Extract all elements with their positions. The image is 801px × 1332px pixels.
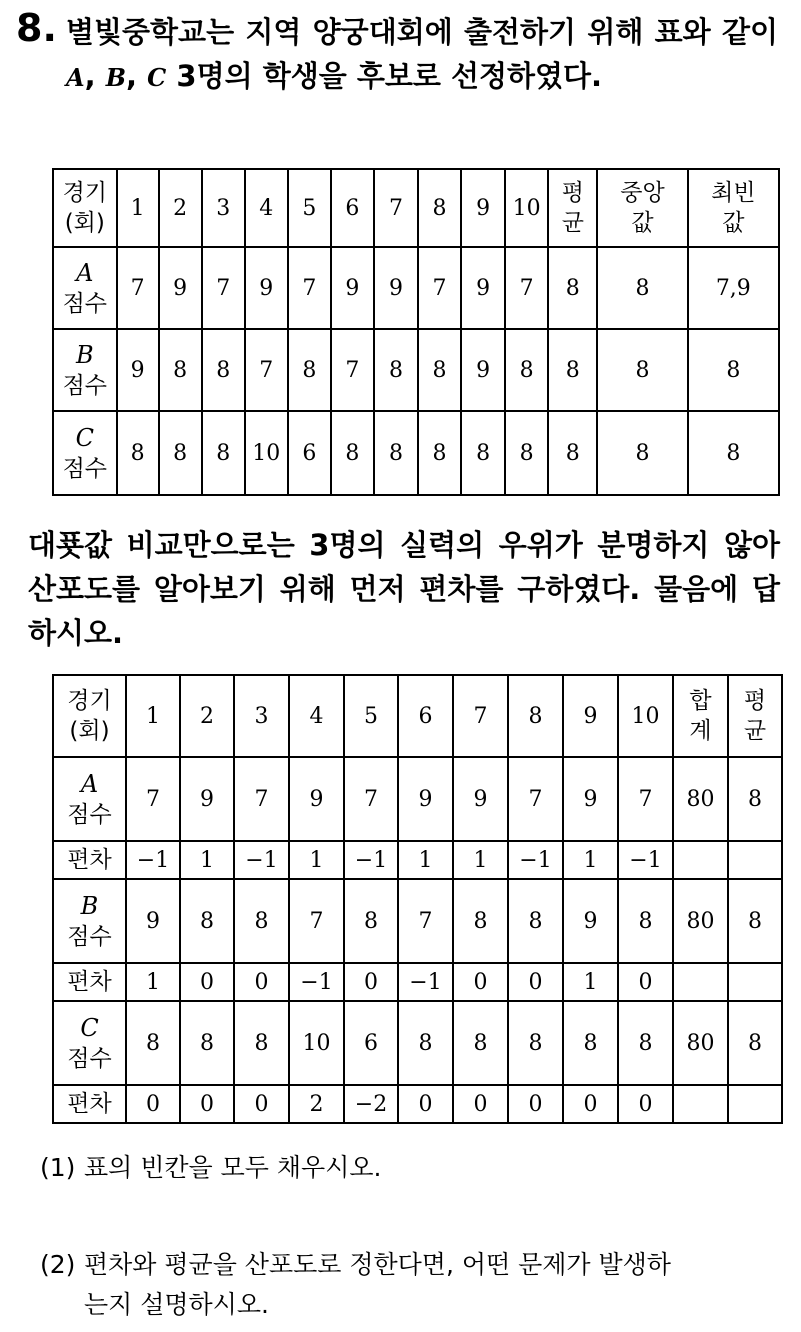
deviation-cell: 0 (126, 1085, 180, 1123)
score-cell: 8 (618, 1001, 673, 1085)
deviation-cell: −1 (234, 841, 289, 879)
deviation-cell: −2 (344, 1085, 398, 1123)
game-number: 4 (245, 169, 288, 247)
score-cell: 8 (374, 329, 418, 411)
question-text: 표의 빈칸을 모두 채우시오. (84, 1153, 382, 1182)
table2-row-b-deviation (53, 963, 782, 1001)
instruction-text: 대푯값 비교만으로는 3명의 실력의 우위가 분명하지 않아 산포도를 알아보기 위해 먼저 편차를 구하였다. 물음에 답하시오. (28, 528, 780, 650)
mean-cell: 8 (728, 879, 782, 963)
score-cell: 7 (418, 247, 461, 329)
table2-row-b-score (53, 879, 782, 963)
deviation-cell: 0 (398, 1085, 453, 1123)
deviation-cell: 0 (508, 1085, 563, 1123)
score-cell: 8 (505, 329, 548, 411)
deviation-cell: 0 (453, 963, 508, 1001)
score-cell: 8 (180, 1001, 234, 1085)
deviation-cell: 0 (563, 1085, 618, 1123)
deviation-cell: −1 (398, 963, 453, 1001)
table2-row-c-deviation (53, 1085, 782, 1123)
score-cell: 7 (398, 879, 453, 963)
representative-values-table (52, 168, 780, 496)
score-cell: 8 (117, 411, 159, 495)
score-cell: 8 (563, 1001, 618, 1085)
deviation-label-cell: 편차 (53, 963, 126, 1001)
deviation-cell: 0 (234, 1085, 289, 1123)
game-header-cell: 경기 (회) (53, 675, 126, 757)
deviation-cell: 0 (180, 963, 234, 1001)
mean-blank-cell (728, 1085, 782, 1123)
score-cell: 9 (461, 247, 505, 329)
score-cell: 8 (202, 329, 245, 411)
deviation-label-cell: 편차 (53, 1085, 126, 1123)
deviation-cell: 2 (289, 1085, 344, 1123)
median-cell: 8 (597, 411, 687, 495)
score-cell: 10 (289, 1001, 344, 1085)
mean-cell: 8 (548, 329, 597, 411)
mode-cell: 8 (688, 411, 779, 495)
student-label-cell: C 점수 (53, 1001, 126, 1085)
score-cell: 9 (289, 757, 344, 841)
deviation-cell: 1 (126, 963, 180, 1001)
score-cell: 9 (331, 247, 374, 329)
question-2 (40, 1245, 780, 1325)
game-number: 6 (331, 169, 374, 247)
score-cell: 7 (288, 247, 331, 329)
mode-cell: 7,9 (688, 247, 779, 329)
game-number: 7 (453, 675, 508, 757)
mean-blank-cell (728, 841, 782, 879)
deviation-cell: 0 (234, 963, 289, 1001)
table1-header-row (53, 169, 779, 247)
deviation-cell: 1 (289, 841, 344, 879)
deviation-cell: −1 (126, 841, 180, 879)
score-cell: 10 (245, 411, 288, 495)
problem-number: 8. (16, 6, 57, 50)
score-cell: 9 (126, 879, 180, 963)
score-cell: 8 (505, 411, 548, 495)
game-number: 10 (618, 675, 673, 757)
score-cell: 7 (126, 757, 180, 841)
score-cell: 8 (618, 879, 673, 963)
score-cell: 6 (288, 411, 331, 495)
game-number: 4 (289, 675, 344, 757)
score-cell: 8 (461, 411, 505, 495)
question-label: (1) (40, 1153, 76, 1182)
sum-cell: 80 (673, 879, 728, 963)
table2-row-a-score (53, 757, 782, 841)
deviation-cell: 0 (180, 1085, 234, 1123)
score-cell: 9 (563, 757, 618, 841)
game-number: 9 (563, 675, 618, 757)
game-number: 8 (508, 675, 563, 757)
game-number: 5 (288, 169, 331, 247)
deviation-cell: 1 (180, 841, 234, 879)
deviation-cell: 1 (453, 841, 508, 879)
game-number: 7 (374, 169, 418, 247)
mean-cell: 8 (728, 1001, 782, 1085)
score-cell: 8 (234, 1001, 289, 1085)
sum-cell: 80 (673, 1001, 728, 1085)
table2-header-row (53, 675, 782, 757)
mean-cell: 8 (548, 247, 597, 329)
median-header: 중앙 값 (597, 169, 687, 247)
score-cell: 7 (117, 247, 159, 329)
table1-row-c (53, 411, 779, 495)
score-cell: 8 (418, 411, 461, 495)
score-cell: 8 (126, 1001, 180, 1085)
median-cell: 8 (597, 247, 687, 329)
mean-header: 평 균 (548, 169, 597, 247)
score-cell: 8 (398, 1001, 453, 1085)
question-text-continued: 는지 설명하시오. (84, 1290, 269, 1319)
score-cell: 9 (563, 879, 618, 963)
deviation-cell: 0 (508, 963, 563, 1001)
score-cell: 9 (374, 247, 418, 329)
mean-cell: 8 (548, 411, 597, 495)
score-cell: 7 (245, 329, 288, 411)
student-label-cell: A 점수 (53, 247, 117, 329)
score-cell: 8 (374, 411, 418, 495)
question-1 (40, 1148, 780, 1188)
question-label: (2) (40, 1250, 76, 1279)
table2-row-a-deviation (53, 841, 782, 879)
deviation-cell: 1 (563, 841, 618, 879)
student-label-cell: C 점수 (53, 411, 117, 495)
score-cell: 9 (159, 247, 202, 329)
score-cell: 8 (508, 1001, 563, 1085)
deviation-cell: 1 (563, 963, 618, 1001)
deviation-cell: −1 (344, 841, 398, 879)
score-cell: 8 (331, 411, 374, 495)
score-cell: 9 (245, 247, 288, 329)
deviation-cell: 1 (398, 841, 453, 879)
game-number: 6 (398, 675, 453, 757)
score-cell: 9 (398, 757, 453, 841)
deviation-table (52, 674, 783, 1124)
deviation-label-cell: 편차 (53, 841, 126, 879)
mode-cell: 8 (688, 329, 779, 411)
score-cell: 8 (453, 1001, 508, 1085)
deviation-cell: 0 (618, 963, 673, 1001)
game-number: 10 (505, 169, 548, 247)
score-cell: 6 (344, 1001, 398, 1085)
game-header-cell: 경기 (회) (53, 169, 117, 247)
table1-row-b (53, 329, 779, 411)
score-cell: 7 (289, 879, 344, 963)
student-label-cell: B 점수 (53, 879, 126, 963)
score-cell: 8 (202, 411, 245, 495)
sum-header: 합 계 (673, 675, 728, 757)
score-cell: 7 (618, 757, 673, 841)
game-number: 2 (159, 169, 202, 247)
score-cell: 7 (344, 757, 398, 841)
sum-cell: 80 (673, 757, 728, 841)
sum-blank-cell (673, 841, 728, 879)
game-number: 2 (180, 675, 234, 757)
score-cell: 9 (180, 757, 234, 841)
score-cell: 9 (453, 757, 508, 841)
table1-row-a (53, 247, 779, 329)
deviation-cell: −1 (508, 841, 563, 879)
game-number: 1 (117, 169, 159, 247)
game-number: 1 (126, 675, 180, 757)
sum-blank-cell (673, 1085, 728, 1123)
score-cell: 7 (508, 757, 563, 841)
score-cell: 7 (331, 329, 374, 411)
sum-blank-cell (673, 963, 728, 1001)
deviation-cell: 0 (344, 963, 398, 1001)
deviation-cell: 0 (453, 1085, 508, 1123)
game-number: 8 (418, 169, 461, 247)
student-label-cell: A 점수 (53, 757, 126, 841)
score-cell: 8 (180, 879, 234, 963)
mean-blank-cell (728, 963, 782, 1001)
game-number: 9 (461, 169, 505, 247)
mean-header: 평 균 (728, 675, 782, 757)
deviation-cell: −1 (289, 963, 344, 1001)
score-cell: 7 (505, 247, 548, 329)
game-number: 5 (344, 675, 398, 757)
question-text: 편차와 평균을 산포도로 정한다면, 어떤 문제가 발생하 (84, 1250, 671, 1279)
median-cell: 8 (597, 329, 687, 411)
score-cell: 8 (288, 329, 331, 411)
score-cell: 8 (159, 411, 202, 495)
table2-row-c-score (53, 1001, 782, 1085)
mean-cell: 8 (728, 757, 782, 841)
game-number: 3 (202, 169, 245, 247)
score-cell: 8 (234, 879, 289, 963)
mode-header: 최빈 값 (688, 169, 779, 247)
deviation-cell: −1 (618, 841, 673, 879)
score-cell: 8 (159, 329, 202, 411)
score-cell: 8 (344, 879, 398, 963)
score-cell: 7 (234, 757, 289, 841)
game-number: 3 (234, 675, 289, 757)
score-cell: 9 (117, 329, 159, 411)
score-cell: 8 (453, 879, 508, 963)
score-cell: 9 (461, 329, 505, 411)
deviation-cell: 0 (618, 1085, 673, 1123)
score-cell: 7 (202, 247, 245, 329)
student-label-cell: B 점수 (53, 329, 117, 411)
problem-statement: 별빛중학교는 지역 양궁대회에 출전하기 위해 표와 같이 A, B, C 3명의 학생을 후보로 선정하였다. (66, 15, 778, 93)
score-cell: 8 (418, 329, 461, 411)
score-cell: 8 (508, 879, 563, 963)
